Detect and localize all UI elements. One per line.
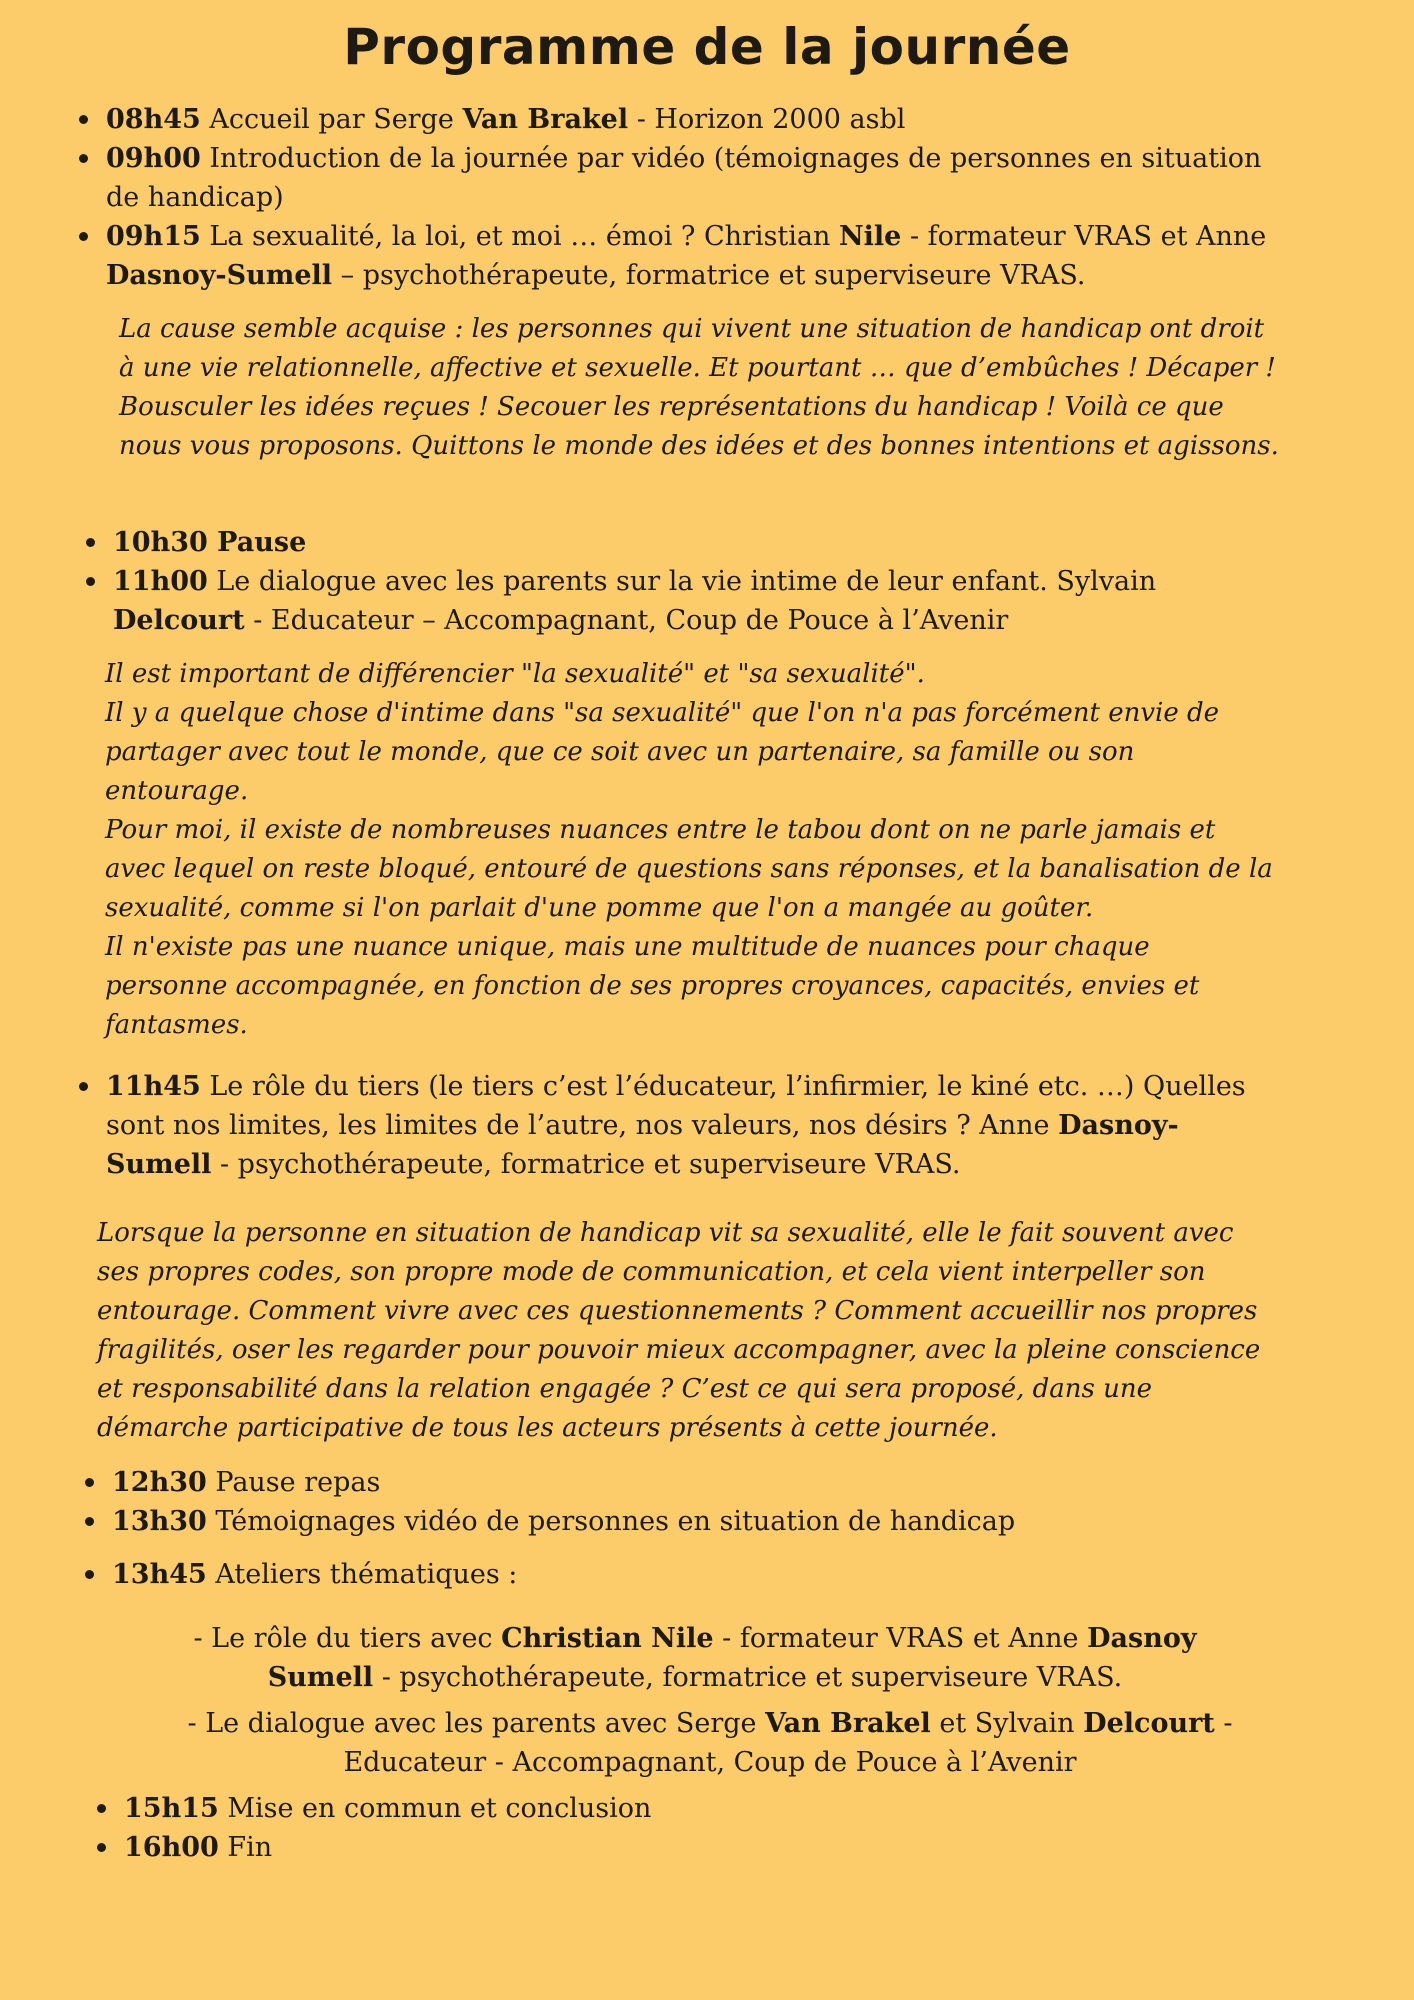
schedule-time: 13h30: [112, 1506, 207, 1537]
text-segment: - psychothérapeute, formatrice et superviseure VRAS.: [211, 1149, 961, 1180]
text-segment: Ateliers thématiques :: [206, 1559, 518, 1590]
description-text: La cause semble acquise : les personnes qui vivent une situation de handicap ont droit à une vie relationnelle, affective et sexuelle. Et pourtant … que d’embûches ! Décaper ! Bousculer les idées reçues ! Secouer les représentations du handicap ! Voilà ce que nous vous proposons. Quittons le monde des idées et des bonnes intentions et agissons.: [119, 314, 1279, 461]
schedule-time: 09h15: [106, 221, 201, 252]
schedule-list-1: [106, 100, 1286, 295]
text-segment: – psychothérapeute, formatrice et superviseure VRAS.: [332, 260, 1086, 291]
speaker-name: Christian Nile: [501, 1623, 714, 1654]
description-2: [105, 655, 1280, 1045]
atelier-1: [170, 1619, 1220, 1697]
schedule-item: [112, 1555, 1262, 1594]
schedule-time: 13h45: [112, 1559, 207, 1590]
speaker-name: Delcourt: [113, 605, 245, 636]
description-paragraph: Il n'existe pas une nuance unique, mais une multitude de nuances pour chaque personne accompagnée, en fonction de ses propres croyances, capacités, envies et fantasmes.: [105, 932, 1200, 1040]
speaker-name: Dasnoy Sumell: [267, 1623, 1197, 1693]
description-paragraph: Il est important de différencier "la sexualité" et "sa sexualité".: [105, 659, 925, 689]
schedule-item: [106, 217, 1286, 295]
description-paragraph: Il y a quelque chose d'intime dans "sa sexualité" que l'on n'a pas forcément envie de partager avec tout le monde, que ce soit avec un partenaire, sa famille ou son entourage.: [105, 698, 1220, 806]
schedule-item: [106, 1067, 1266, 1184]
schedule-time: 12h30: [112, 1467, 207, 1498]
schedule-item: [124, 1828, 1274, 1867]
schedule-item: [113, 523, 1263, 562]
schedule-time: 16h00: [124, 1832, 219, 1863]
text-segment: Témoignages vidéo de personnes en situation de handicap: [206, 1506, 1016, 1537]
page-title: Programme de la journée: [343, 18, 1071, 76]
schedule-item: [124, 1789, 1274, 1828]
schedule-time: 09h00: [106, 143, 201, 174]
schedule-list-4: [112, 1463, 1262, 1541]
schedule-time: 15h15: [124, 1793, 219, 1824]
schedule-item: [106, 100, 1286, 139]
text-segment: - formateur VRAS et Anne: [713, 1623, 1088, 1654]
text-segment: Pause repas: [206, 1467, 381, 1498]
speaker-name: Dasnoy-Sumell: [106, 1110, 1179, 1180]
speaker-name: Van Brakel: [765, 1708, 931, 1739]
text-segment: Introduction de la journée par vidéo (témoignages de personnes en situation de handicap): [106, 143, 1262, 213]
speaker-name: Van Brakel: [462, 104, 629, 135]
schedule-item: [113, 562, 1263, 640]
schedule-list-2: [113, 523, 1263, 640]
text-segment: Le rôle du tiers (le tiers c’est l’éducateur, l’infirmier, le kiné etc. …) Quelles sont nos limites, les limites de l’autre, nos valeurs, nos désirs ? Anne: [106, 1071, 1246, 1141]
text-segment: - Educateur – Accompagnant, Coup de Pouce à l’Avenir: [244, 605, 1009, 636]
text-segment: La sexualité, la loi, et moi … émoi ? Christian: [200, 221, 839, 252]
text-segment: Fin: [218, 1832, 273, 1863]
text-segment: et Sylvain: [930, 1708, 1084, 1739]
description-text: Lorsque la personne en situation de handicap vit sa sexualité, elle le fait souvent avec ses propres codes, son propre mode de communication, et cela vient interpeller son entourage. Comment vivre avec ces questionnements ? Comment accueillir nos propres fragilités, oser les regarder pour pouvoir mieux accompagner, avec la pleine conscience et responsabilité dans la relation engagée ? C’est ce qui sera proposé, dans une démarche participative de tous les acteurs présents à cette journée.: [97, 1218, 1261, 1443]
schedule-list-3: [106, 1067, 1266, 1184]
schedule-item: [112, 1463, 1262, 1502]
text-segment: - Educateur - Accompagnant, Coup de Pouce à l’Avenir: [343, 1708, 1233, 1778]
description-3: [97, 1214, 1267, 1448]
speaker-name: Pause: [207, 527, 307, 558]
description-1: [119, 310, 1279, 466]
description-paragraph: Pour moi, il existe de nombreuses nuances entre le tabou dont on ne parle jamais et avec lequel on reste bloqué, entouré de questions sans réponses, et la banalisation de la sexualité, comme si l'on parlait d'une pomme que l'on a mangée au goûter.: [105, 815, 1273, 923]
text-segment: Le dialogue avec les parents sur la vie intime de leur enfant. Sylvain: [207, 566, 1157, 597]
schedule-time: 10h30: [113, 527, 208, 558]
schedule-time: 11h00: [113, 566, 208, 597]
speaker-name: Delcourt: [1083, 1708, 1215, 1739]
schedule-list-6: [124, 1789, 1274, 1867]
schedule-item: [106, 139, 1286, 217]
schedule-item: [112, 1502, 1262, 1541]
atelier-2: [170, 1704, 1250, 1782]
text-segment: Accueil par Serge: [200, 104, 463, 135]
schedule-list-5: [112, 1555, 1262, 1594]
text-segment: - psychothérapeute, formatrice et superviseure VRAS.: [373, 1662, 1123, 1693]
text-segment: - Le dialogue avec les parents avec Serge: [187, 1708, 766, 1739]
text-segment: - formateur VRAS et Anne: [901, 221, 1267, 252]
text-segment: Mise en commun et conclusion: [218, 1793, 652, 1824]
speaker-name: Dasnoy-Sumell: [106, 260, 333, 291]
speaker-name: Nile: [838, 221, 902, 252]
text-segment: - Le rôle du tiers avec: [193, 1623, 502, 1654]
schedule-time: 08h45: [106, 104, 201, 135]
text-segment: - Horizon 2000 asbl: [628, 104, 906, 135]
schedule-time: 11h45: [106, 1071, 201, 1102]
